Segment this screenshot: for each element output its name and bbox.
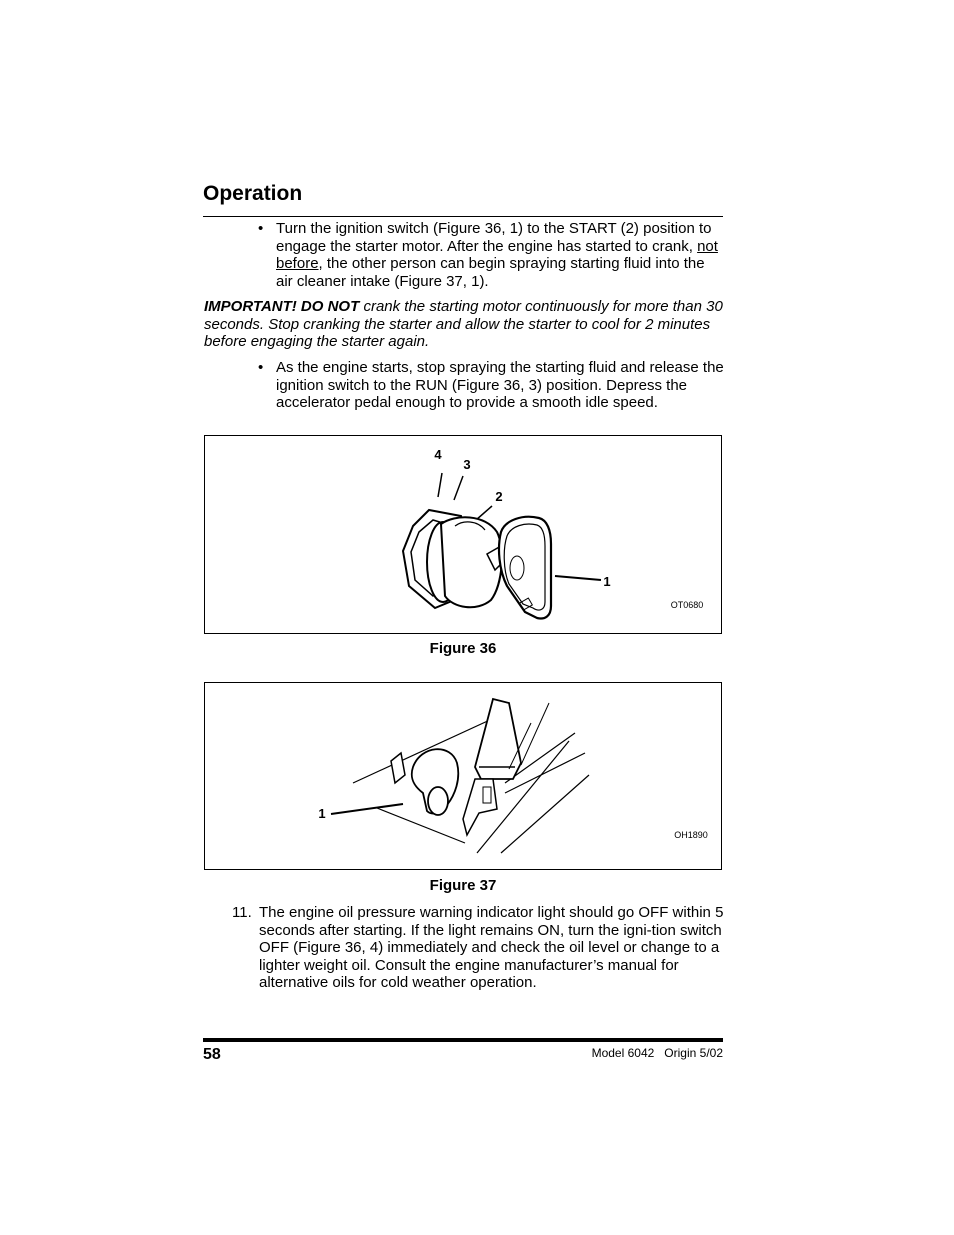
bullet-marker: • [258,220,264,237]
bullet-text-1 [276,220,724,290]
figure-36-caption: Figure 36 [429,640,497,657]
footer-origin: Origin 5/02 [664,1046,723,1060]
footer-rule [203,1038,723,1042]
important-text: crank the starting motor continuously for more than 30 seconds. Stop cranking the starter and allow the starter to cool for 2 minutes before engaging the starter again. [204,298,723,350]
figure-37-caption: Figure 37 [429,877,497,894]
step-text: The engine oil pressure warning indicator light should go OFF within 5 seconds after starting. If the light remains ON, turn the igni-tion switch OFF (Figure 36, 4) immediately and check the oil level or change to a lighter weight oil. Consult the engine manufacturer’s manual for alternative oils for cold weather operation. [259,904,724,991]
bullet-item-2 [258,359,724,412]
figure36-callout-1: 1 [603,574,611,589]
bullet1-text-before: Turn the ignition switch (Figure 36, 1) to the START (2) position to engage the starter motor. After the engine has started to crank, [276,220,712,255]
important-notice [204,298,724,351]
section-title: Operation [203,182,303,205]
step-11 [232,904,724,992]
important-label: IMPORTANT! DO NOT [204,298,360,315]
figure36-callout-4: 4 [434,447,442,462]
figure37-callout-1: 1 [318,806,326,821]
bullet1-underlined: not before [276,237,718,272]
figure36-code: OT0680 [670,600,704,610]
bullet-marker: • [258,359,264,376]
page-number: 58 [203,1046,221,1063]
figure36-callout-3: 3 [463,457,471,472]
step-number: 11. [232,904,252,921]
footer-info [582,1046,723,1060]
figure-36 [204,435,722,634]
figure-37 [204,682,722,870]
footer-model: Model 6042 [591,1046,655,1060]
figure37-code: OH1890 [674,830,708,840]
ignition-switch-illustration [205,436,721,633]
figure36-callout-2: 2 [495,489,503,504]
air-cleaner-intake-illustration [205,683,721,869]
bullet-text-2: As the engine starts, stop spraying the starting fluid and release the ignition switch to the RUN (Figure 36, 3) position. Depress the accelerator pedal enough to provide a smooth idle speed. [276,359,724,411]
bullet1-text-after: , the other person can begin spraying starting fluid into the air cleaner intake (Figure 37, 1). [276,255,705,290]
header-rule [203,216,723,217]
bullet-item-1 [258,220,724,290]
